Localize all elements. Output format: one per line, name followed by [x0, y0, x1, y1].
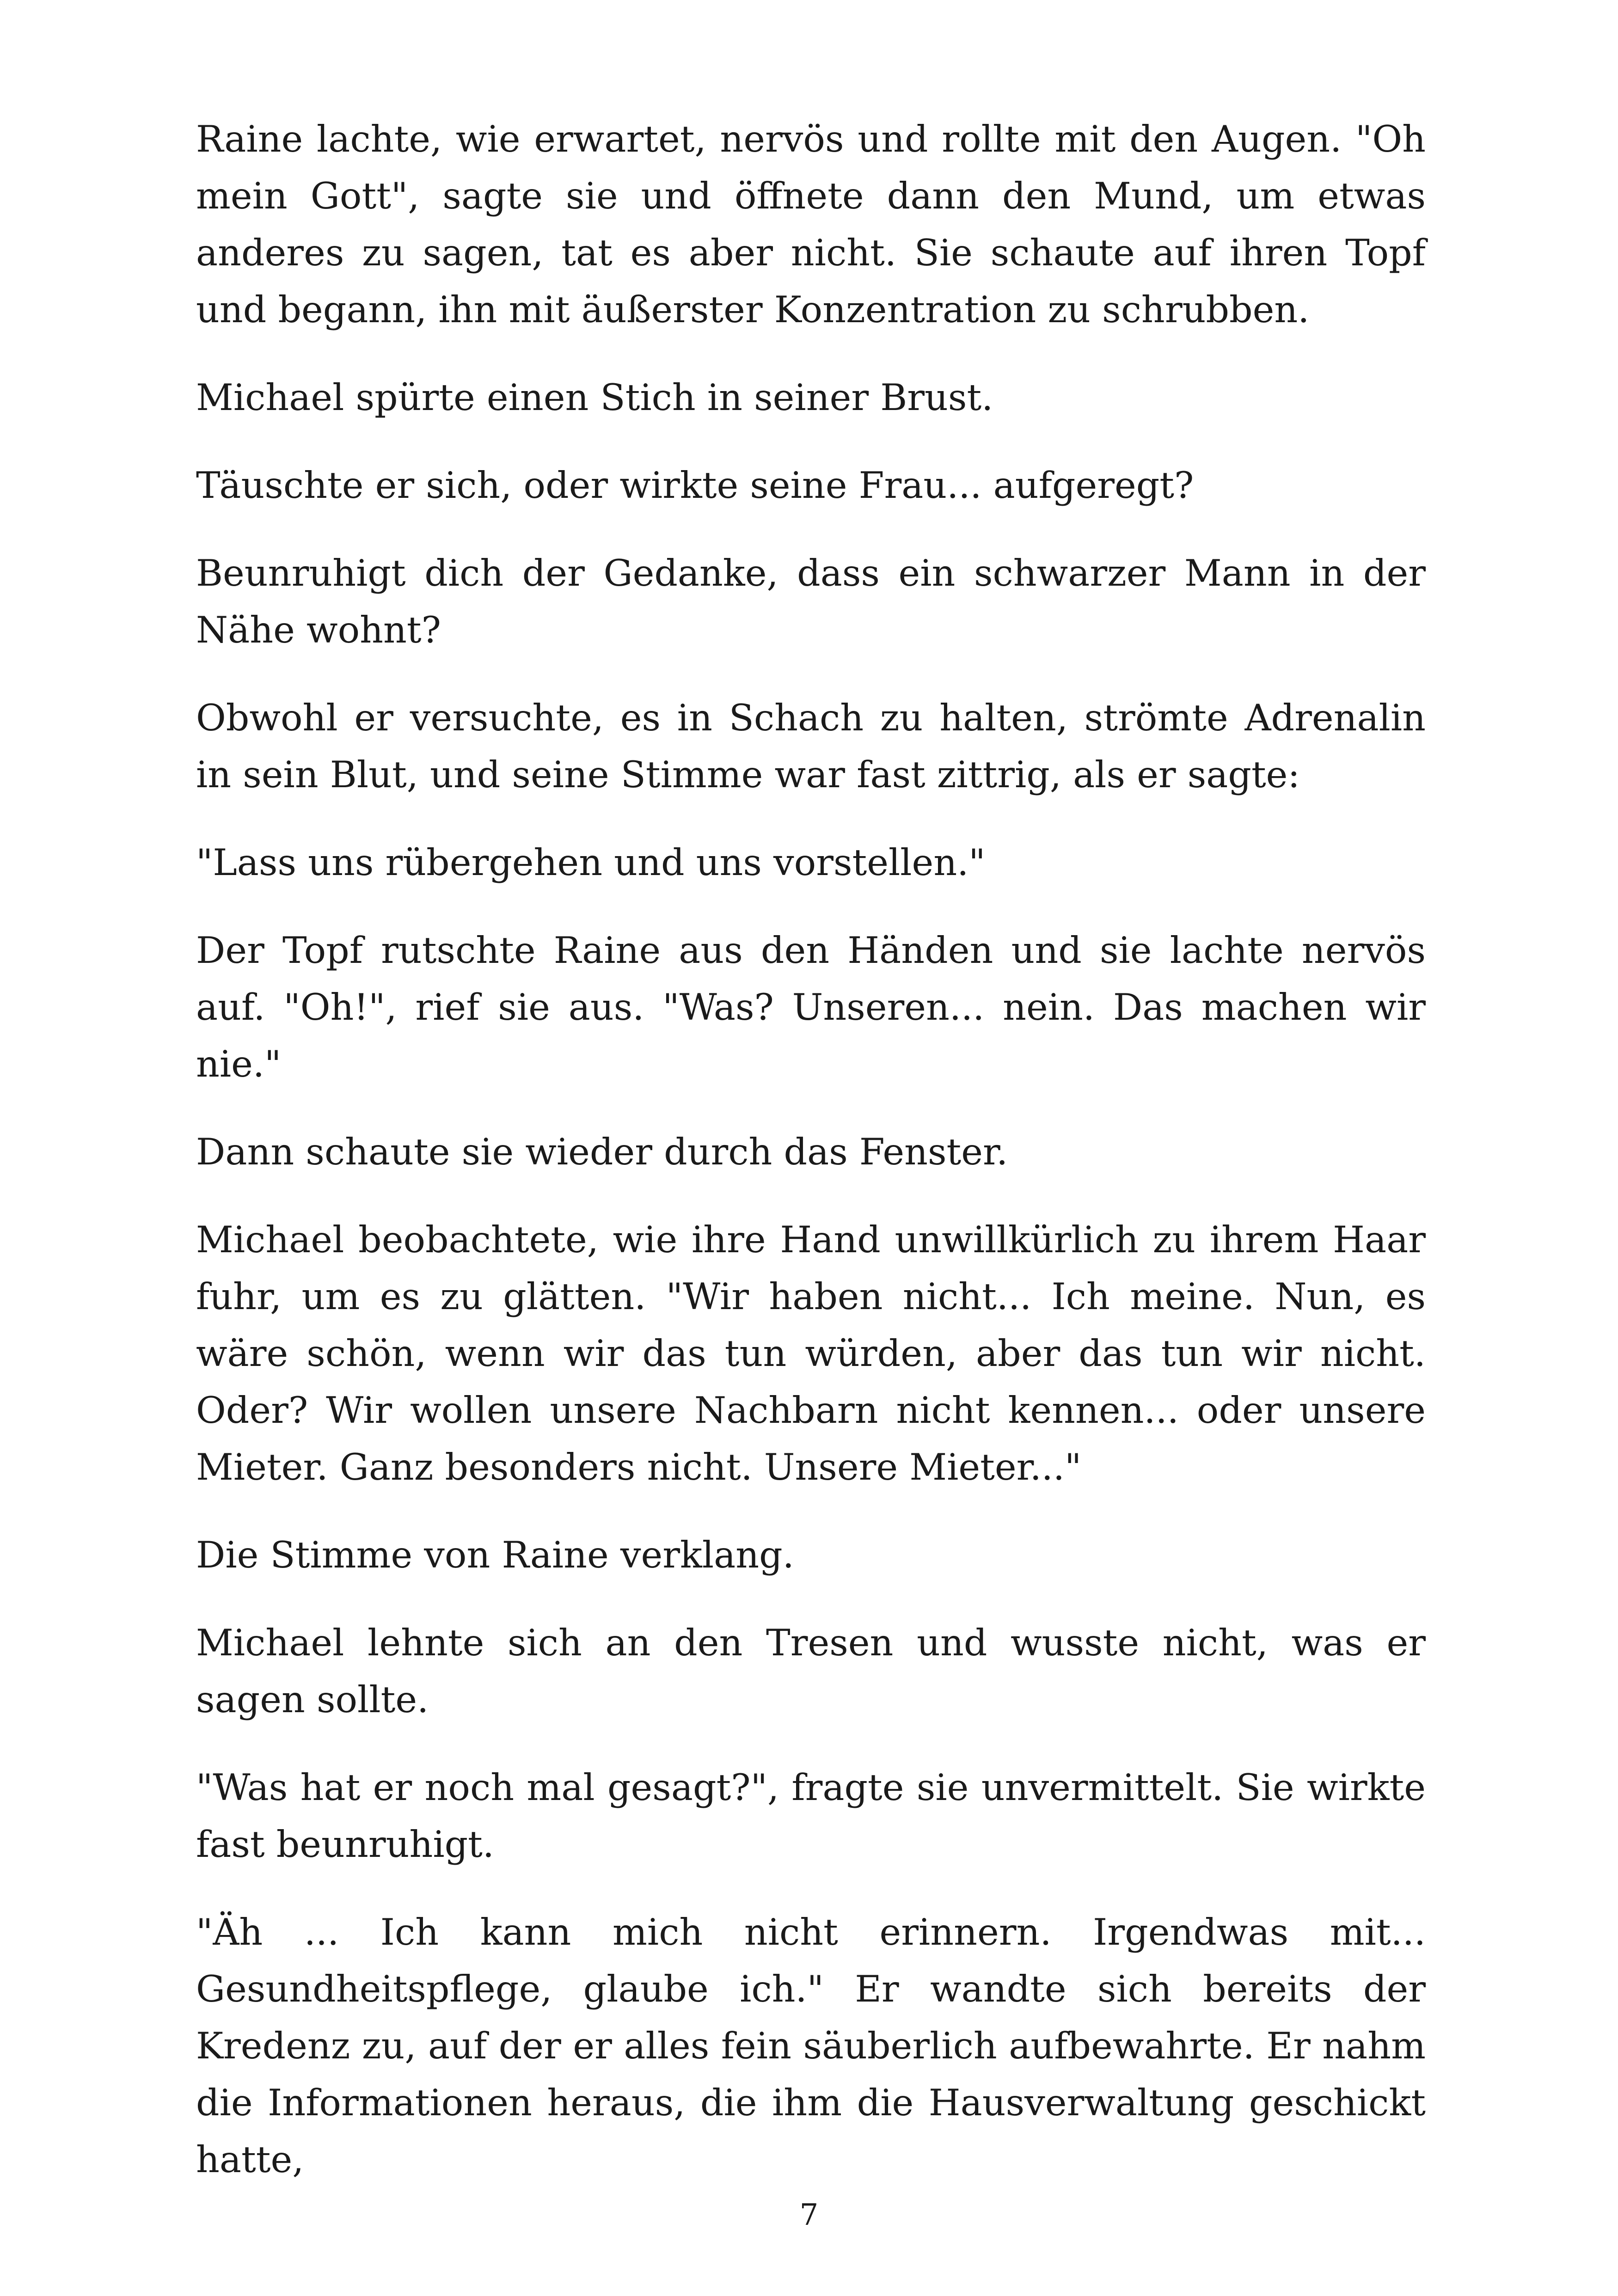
- paragraph-8: Dann schaute sie wieder durch das Fenster.: [196, 1131, 1008, 1173]
- paragraph-5: Obwohl er versuchte, es in Schach zu halten, strömte Adrenalin in sein Blut, und seine Stimme war fast zittrig, als er sagte:: [196, 697, 1426, 796]
- paragraph-9: Michael beobachtete, wie ihre Hand unwillkürlich zu ihrem Haar fuhr, um es zu glätten. "Wir haben nicht... Ich meine. Nun, es wäre schön, wenn wir das tun würden, aber das tun wir nicht. Oder? Wir wollen unsere Nachbarn nicht kennen... oder unsere Mieter. Ganz besonders nicht. Unsere Mieter...": [196, 1218, 1426, 1488]
- body-text: [196, 111, 1426, 2188]
- paragraph-7: Der Topf rutschte Raine aus den Händen und sie lachte nervös auf. "Oh!", rief sie aus. "Was? Unseren... nein. Das machen wir nie.": [196, 929, 1426, 1085]
- paragraph-2: Michael spürte einen Stich in seiner Brust.: [196, 376, 993, 419]
- paragraph-10: Die Stimme von Raine verklang.: [196, 1534, 794, 1576]
- paragraph-6: "Lass uns rübergehen und uns vorstellen.": [196, 841, 986, 884]
- page-number: 7: [799, 2198, 819, 2232]
- paragraph-13: "Äh ... Ich kann mich nicht erinnern. Irgendwas mit... Gesundheitspflege, glaube ich." Er wandte sich bereits der Kredenz zu, auf der er alles fein säuberlich aufbewahrte. Er nahm die Informationen heraus, die ihm die Hausverwaltung geschickt hatte,: [196, 1911, 1426, 2181]
- paragraph-12: "Was hat er noch mal gesagt?", fragte sie unvermittelt. Sie wirkte fast beunruhigt.: [196, 1766, 1426, 1866]
- paragraph-1: Raine lachte, wie erwartet, nervös und rollte mit den Augen. "Oh mein Gott", sagte sie und öffnete dann den Mund, um etwas anderes zu sagen, tat es aber nicht. Sie schaute auf ihren Topf und begann, ihn mit äußerster Konzentration zu schrubben.: [196, 118, 1426, 331]
- paragraph-3: Täuschte er sich, oder wirkte seine Frau... aufgeregt?: [196, 464, 1194, 507]
- paragraph-11: Michael lehnte sich an den Tresen und wusste nicht, was er sagen sollte.: [196, 1622, 1426, 1721]
- paragraph-4: Beunruhigt dich der Gedanke, dass ein schwarzer Mann in der Nähe wohnt?: [196, 552, 1426, 651]
